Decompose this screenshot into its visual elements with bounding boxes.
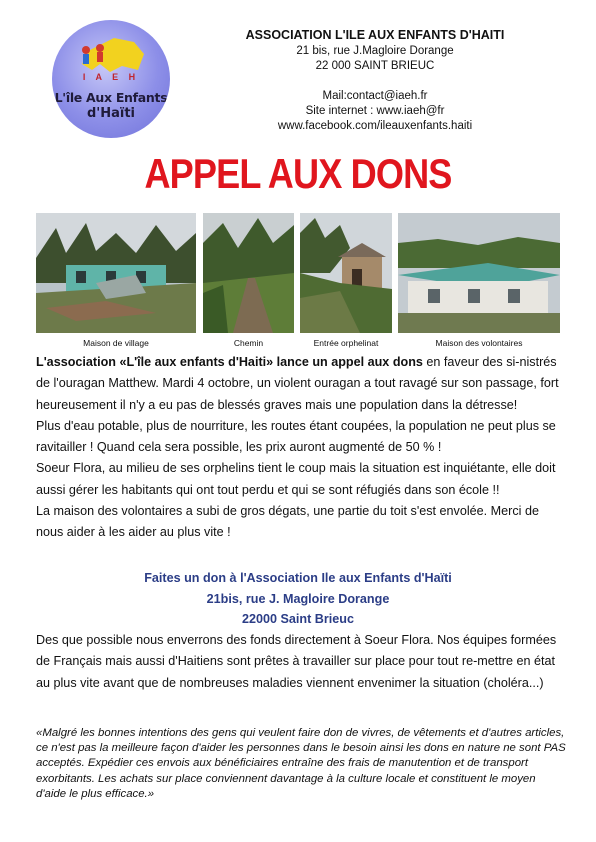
- paragraph-volunteer-house: La maison des volontaires a subi de gros dégats, une partie du toit s'est envolée. Merci de nous aider à les aider au plus vite !: [36, 504, 539, 540]
- paragraph-supplies: Plus d'eau potable, plus de nourriture, les routes étant coupées, la population ne peut plus se ravitailler ! Quand cela sera possible, les prix auront augmenté de 50 % !: [36, 418, 556, 455]
- donation-line-2: 21bis, rue J. Magloire Dorange: [206, 591, 390, 606]
- quote-paragraph: «Malgré les bonnes intentions des gens qui veulent faire don de vivres, de vêtements et d'autres articles, ce n'est pas la meilleure façon d'aider les personnes dans le besoin ainsi les dons en nature ne sont PAS acceptés. Expédier ces envois aux bénéficiaires entraîne des frais de manutention et de transport exorbitants. Les achats sur place conviennent davantage à la culture locale et constituent le moyen d'aide le plus efficace.»: [36, 727, 566, 800]
- intro-paragraph: [36, 352, 560, 416]
- intro-bold: L'association «L'île aux enfants d'Haiti» lance un appel aux dons: [36, 355, 423, 369]
- photo-village-house: [36, 213, 196, 333]
- logo-acronym: I A E H: [82, 72, 140, 82]
- closing-paragraph: Des que possible nous enverrons des fonds directement à Soeur Flora. Nos équipes formées de Français mais aussi d'Haitiens sont prêtes à travailler sur place pour tout re-mettre en état au plus vite avant que de nombreuses maladies viennent envenimer la situation (choléra...): [36, 633, 557, 690]
- donation-line-3: 22000 Saint Brieuc: [241, 612, 354, 627]
- logo-name-line1: L'île Aux Enfants: [54, 90, 168, 105]
- facebook-link[interactable]: www.facebook.com/ileauxenfants.haiti: [277, 120, 473, 132]
- donation-address: [36, 568, 560, 630]
- article-body: [36, 352, 560, 544]
- photo-orphanage-entrance: [300, 213, 392, 333]
- caption-path: Chemin: [233, 338, 264, 348]
- organization-name: ASSOCIATION L'ILE AUX ENFANTS D'HAITI: [245, 28, 505, 42]
- caption-orphanage-entrance: Entrée orphelinat: [313, 338, 379, 348]
- address-line-1: 21 bis, rue J.Magloire Dorange: [296, 45, 454, 57]
- address-line-2: 22 000 SAINT BRIEUC: [315, 60, 435, 72]
- donation-line-1: Faites un don à l'Association Ile aux Enfants d'Haïti: [144, 571, 452, 585]
- page-title: APPEL AUX DONS: [144, 150, 452, 197]
- photo-volunteer-house: [398, 213, 560, 333]
- caption-village-house: Maison de village: [83, 338, 149, 348]
- intro-rest: en faveur des si-nistrés de l'ouragan Matthew. Mardi 4 octobre, un violent ouragan a tout ravagé sur son passage, fort heureusement il n'y a eu pas de blessés graves mais une population dans la détresse!: [36, 355, 559, 412]
- caption-volunteer-house: Maison des volontaires: [435, 338, 523, 348]
- photo-path: [203, 213, 294, 333]
- association-logo: [52, 20, 170, 138]
- website-link[interactable]: Site internet : www.iaeh@fr: [305, 105, 445, 117]
- logo-name-line2: d'Haïti: [86, 106, 136, 121]
- paragraph-soeur-flora: Soeur Flora, au milieu de ses orphelins tient le coup mais la situation est inquiétante, elle doit aussi gérer les habitants qui ont tout perdu et qui se sont réfugiés dans son école !!: [36, 461, 556, 497]
- contact-header: [205, 28, 545, 134]
- mail-address[interactable]: Mail:contact@iaeh.fr: [322, 90, 428, 102]
